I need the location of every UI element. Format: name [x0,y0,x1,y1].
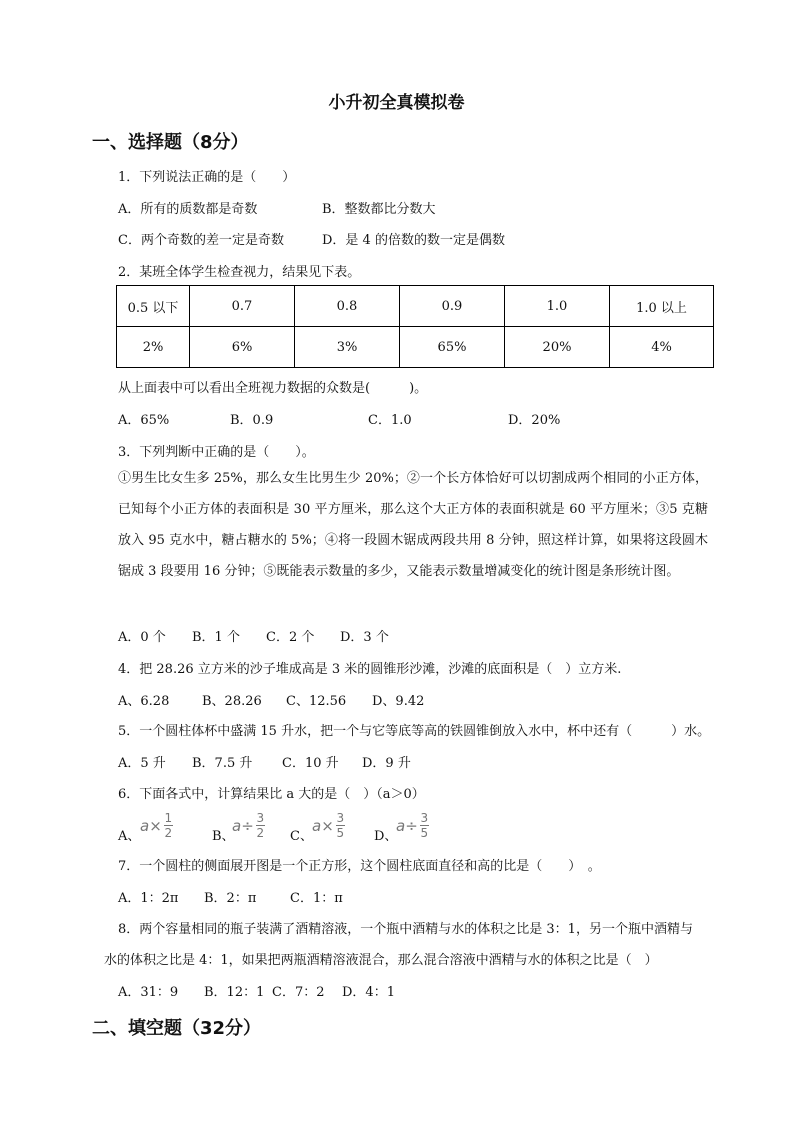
question-2-option-b: B．0.9 [230,413,274,428]
question-1-stem: 1．下列说法正确的是（ ） [118,170,296,185]
numerator: 1 [164,811,173,825]
question-4-option-b: B、28.26 [202,694,262,709]
question-8-option-a: A．31：9 [118,985,179,1000]
question-6-option-c-label: C、 [290,829,313,844]
table-cell: 20% [505,327,610,368]
question-7-option-c: C．1：π [290,891,343,906]
question-8-stem-line2: 水的体积之比是 4：1，如果把两瓶酒精溶液混合，那么混合溶液中酒精与水的体积之比是（ ） [104,953,658,968]
fraction [164,812,173,839]
table-cell: 1.0 以上 [610,286,714,327]
question-2-option-a: A．65% [118,413,170,428]
expr-variable: a [140,816,150,835]
table-cell: 0.9 [400,286,505,327]
question-1-option-d: D．是 4 的倍数的数一定是偶数 [322,233,505,248]
question-8-option-c: C．7：2 [272,985,325,1000]
expr-variable: a [312,816,322,835]
question-3-body: ①男生比女生多 25%，那么女生比男生少 20%；②一个长方体恰好可以切割成两个相同的小正方体，已知每个小正方体的表面积是 30 平方厘米，那么这个大正方体的表面积就是 60 平方厘米；③5 克糖放入 95 克水中，糖占糖水的 5%；④将一段圆木锯成两段共用 8 分钟，照这样计算，如果将这段圆木锯成 3 段要用 16 分钟；⑤既能表示数量的多少，又能表示数量增减变化的统计图是条形统计图。 [118,471,708,579]
question-7-stem: 7．一个圆柱的侧面展开图是一个正方形，这个圆柱底面直径和高的比是（ ） 。 [118,859,601,874]
table-cell: 6% [190,327,295,368]
table-cell: 3% [295,327,400,368]
expr-variable: a [232,816,242,835]
fraction [420,812,429,839]
numerator: 3 [420,811,429,825]
question-5-option-d: D．9 升 [362,756,411,771]
question-3-option-c: C．2 个 [266,630,315,645]
question-2-option-d: D．20% [508,413,561,428]
question-7-option-a: A．1：2π [118,891,179,906]
expr-operator: × [149,816,162,835]
section-heading-fill: 二、填空题（32分） [92,1018,262,1039]
question-5-option-a: A．5 升 [118,756,166,771]
question-8-stem-line1: 8．两个容量相同的瓶子装满了酒精溶液，一个瓶中酒精与水的体积之比是 3：1，另一个瓶中酒精与 [118,922,693,937]
table-cell: 0.5 以下 [117,286,190,327]
question-6-option-c-expr [312,812,345,839]
question-8-option-b: B．12：1 [204,985,265,1000]
denominator: 5 [420,826,429,840]
fraction-expression [312,812,345,839]
question-2-stem: 2．某班全体学生检查视力，结果见下表。 [118,265,361,280]
question-3-option-d: D．3 个 [340,630,389,645]
numerator: 3 [336,811,345,825]
denominator: 2 [164,826,173,840]
expr-variable: a [396,816,406,835]
expr-operator: × [321,816,334,835]
denominator: 5 [336,826,345,840]
fraction-expression [396,812,429,839]
fraction-expression [140,812,173,839]
table-cell: 4% [610,327,714,368]
question-6-option-a-expr [140,812,173,839]
question-5-option-c: C．10 升 [282,756,339,771]
question-1-option-c: C．两个奇数的差一定是奇数 [118,233,284,248]
question-2-prompt: 从上面表中可以看出全班视力数据的众数是( )。 [118,381,428,396]
question-1-option-a: A．所有的质数都是奇数 [118,202,258,217]
question-3-option-b: B．1 个 [192,630,240,645]
question-4-option-c: C、12.56 [286,694,347,709]
table-cell: 0.8 [295,286,400,327]
table-cell: 0.7 [190,286,295,327]
section-heading-choice: 一、选择题（8分） [92,132,249,153]
question-6-stem: 6．下面各式中，计算结果比 a 大的是（ ）（a＞0） [118,787,425,802]
fraction [336,812,345,839]
vision-table [116,285,714,368]
question-6-option-d-expr [396,812,429,839]
question-7-option-b: B．2：π [204,891,257,906]
denominator: 2 [256,826,265,840]
question-6-option-b-label: B、 [212,829,235,844]
question-4-stem: 4．把 28.26 立方米的沙子堆成高是 3 米的圆锥形沙滩，沙滩的底面积是（ ）立方米. [118,662,622,677]
table-cell: 1.0 [505,286,610,327]
question-4-option-d: D、9.42 [372,694,425,709]
question-4-option-a: A、6.28 [118,694,170,709]
expr-operator: ÷ [241,816,254,835]
fraction [256,812,265,839]
vision-table-header-row [117,286,714,327]
expr-operator: ÷ [405,816,418,835]
question-6-option-b-expr [232,812,265,839]
question-6-option-d-label: D、 [374,829,398,844]
question-6-option-a-label: A、 [118,829,141,844]
numerator: 3 [256,811,265,825]
question-2-option-c: C．1.0 [368,413,412,428]
question-3-stem: 3．下列判断中正确的是（ ）。 [118,445,315,460]
table-cell: 65% [400,327,505,368]
page-title: 小升初全真模拟卷 [328,93,465,113]
table-cell: 2% [117,327,190,368]
question-5-stem: 5．一个圆柱体杯中盛满 15 升水，把一个与它等底等高的铁圆锥倒放入水中，杯中还有（ ）水。 [118,724,711,739]
question-3-option-a: A．0 个 [118,630,166,645]
question-8-option-d: D．4：1 [342,985,395,1000]
question-5-option-b: B．7.5 升 [192,756,253,771]
question-1-option-b: B．整数都比分数大 [322,202,436,217]
vision-table-value-row [117,327,714,368]
fraction-expression [232,812,265,839]
